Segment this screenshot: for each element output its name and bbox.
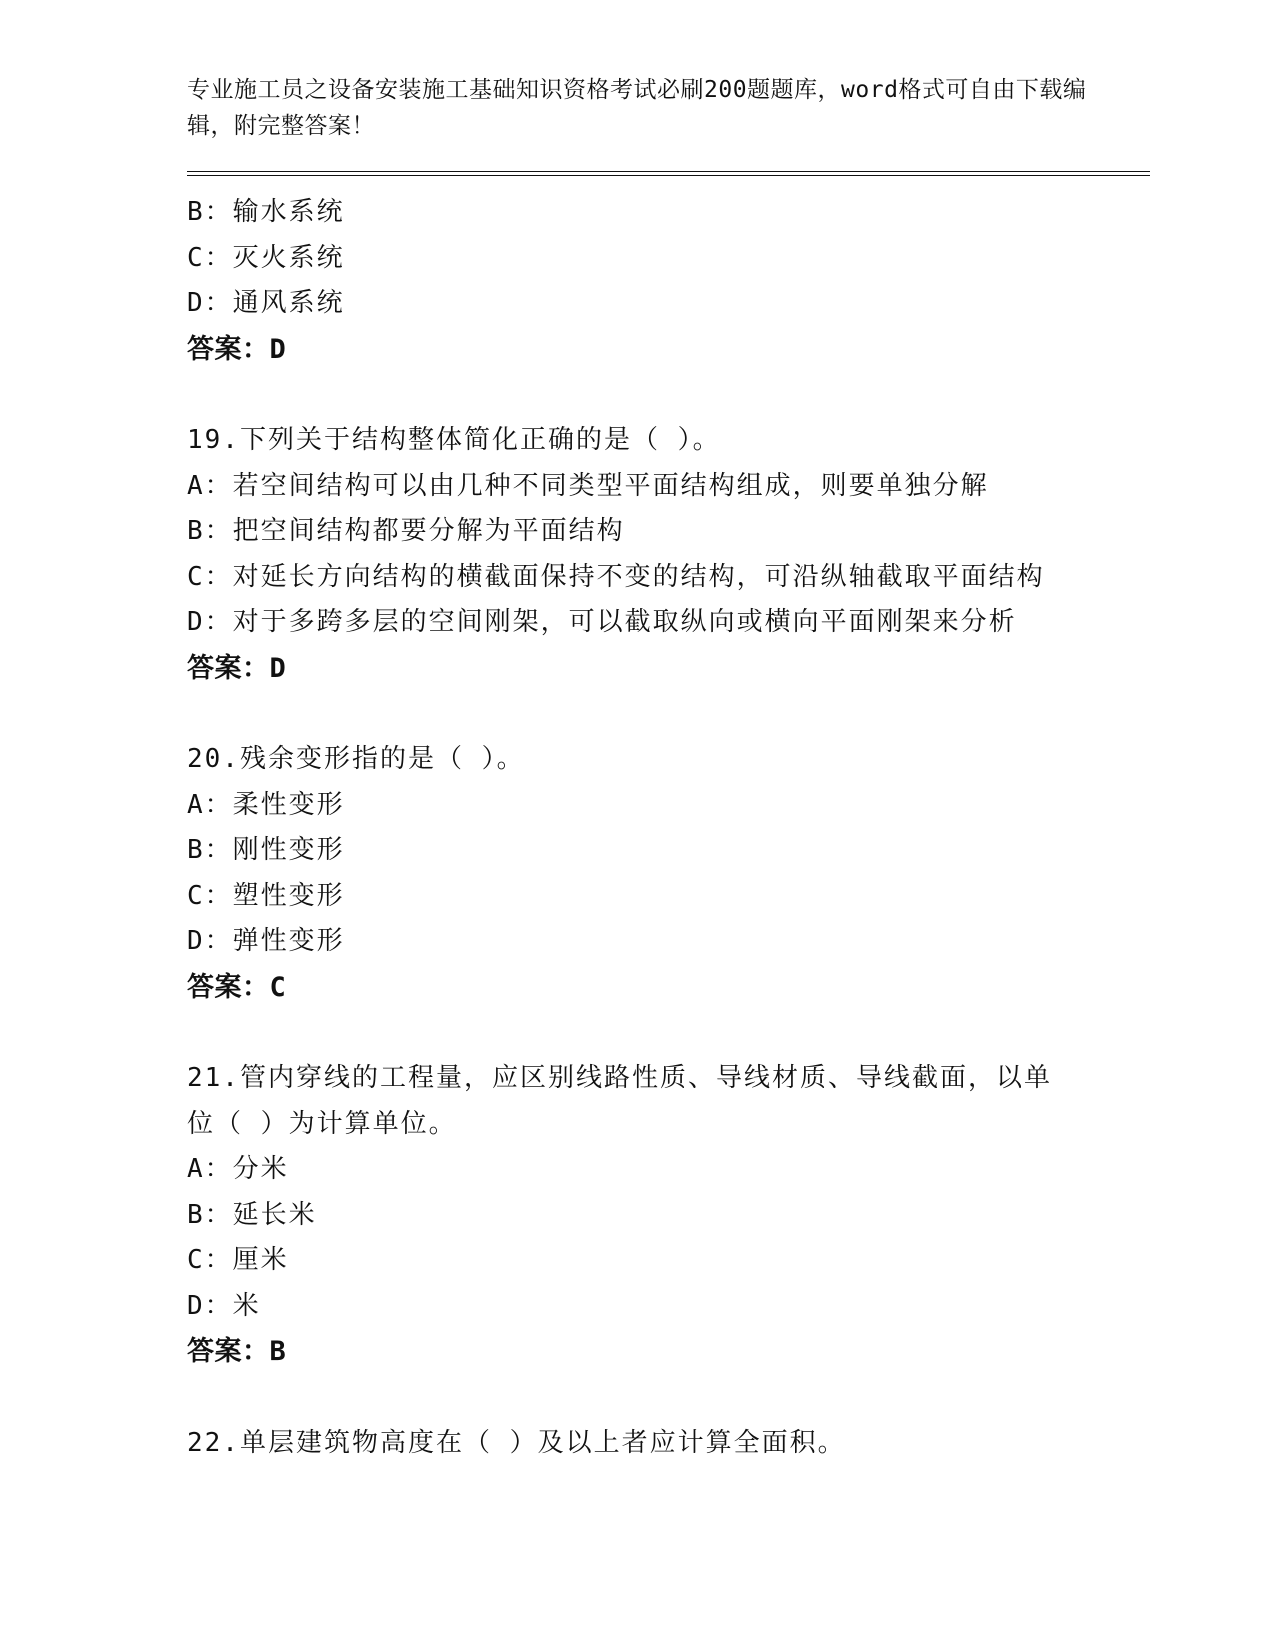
question-19 <box>187 418 1087 691</box>
question-list <box>187 190 1087 1466</box>
option-d: D：对于多跨多层的空间刚架，可以截取纵向或横向平面刚架来分析 <box>187 607 1017 637</box>
option-d: D：米 <box>187 1290 261 1321</box>
question-text: 22.单层建筑物高度在（ ）及以上者应计算全面积。 <box>187 1427 846 1458</box>
option-b: B：延长米 <box>187 1199 317 1230</box>
header-rule-bottom <box>187 175 1150 176</box>
option-c: C：对延长方向结构的横截面保持不变的结构，可沿纵轴截取平面结构 <box>187 561 1045 592</box>
question-text: 19.下列关于结构整体简化正确的是（ ）。 <box>187 425 721 455</box>
option-a: A：分米 <box>187 1154 289 1184</box>
question-18-continued <box>187 190 1087 372</box>
option-b: B：刚性变形 <box>187 835 345 865</box>
option-d: D：通风系统 <box>187 288 345 318</box>
question-22 <box>187 1421 1087 1467</box>
option-d: D：弹性变形 <box>187 926 345 956</box>
option-c: C：厘米 <box>187 1245 289 1275</box>
header-title: 专业施工员之设备安装施工基础知识资格考试必刷200题题库，word格式可自由下载编辑，附完整答案！ <box>187 77 1087 139</box>
option-b: B：输水系统 <box>187 197 345 227</box>
question-21 <box>187 1056 1087 1375</box>
option-a: A：柔性变形 <box>187 789 345 820</box>
option-b: B：把空间结构都要分解为平面结构 <box>187 516 625 546</box>
document-header <box>187 72 1087 144</box>
answer-line: 答案：D <box>187 333 287 365</box>
option-c: C：塑性变形 <box>187 880 345 911</box>
answer-line: 答案：D <box>187 652 287 684</box>
answer-line: 答案：B <box>187 1336 287 1367</box>
option-c: C：灭火系统 <box>187 242 345 273</box>
answer-line: 答案：C <box>187 971 287 1003</box>
header-rule-top <box>187 171 1150 172</box>
question-20 <box>187 737 1087 1010</box>
question-text: 20.残余变形指的是（ ）。 <box>187 744 525 774</box>
option-a: A：若空间结构可以由几种不同类型平面结构组成，则要单独分解 <box>187 470 989 501</box>
question-text: 21.管内穿线的工程量，应区别线路性质、导线材质、导线截面，以单位（ ）为计算单位。 <box>187 1063 1052 1139</box>
